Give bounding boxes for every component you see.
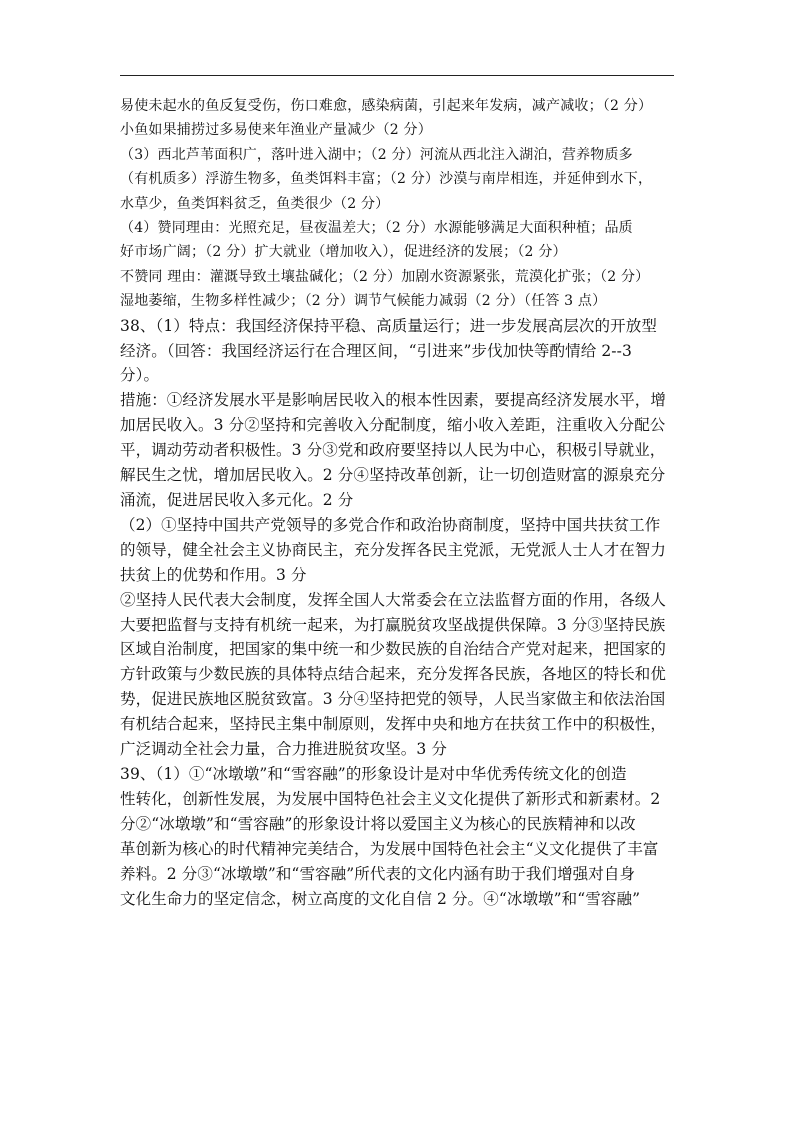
text-line: 养料。2 分③“冰墩墩”和“雪容融”所代表的文化内涵有助于我们增强对自身 <box>120 864 636 883</box>
text-line: 涌流，促进居民收入多元化。2 分 <box>120 491 354 509</box>
text-line: （4）赞同理由：光照充足，昼夜温差大；（2 分）水源能够满足大面积种植；品质 <box>120 220 633 237</box>
text-line: 平，调动劳动者积极性。3 分③党和政府要坚持以人民为中心，积极引导就业， <box>120 441 666 460</box>
text-line: 解民生之忧，增加居民收入。2 分④坚持改革创新，让一切创造财富的源泉充分 <box>120 466 666 485</box>
text-line: 区域自治制度，把国家的集中统一和少数民族的自治结合产党对起来，把国家的 <box>120 640 667 659</box>
answer-text-block <box>120 94 674 911</box>
text-line: 大要把监督与支持有机统一起来，为打赢脱贫攻坚战提供保障。3 分③坚持民族 <box>120 615 666 634</box>
text-line: 水草少，鱼类饵料贫乏，鱼类很少（2 分） <box>120 195 390 212</box>
text-line: 易使未起水的鱼反复受伤，伤口难愈，感染病菌，引起来年发病，减产减收；（2 分） <box>120 98 653 114</box>
text-line: 性转化，创新性发展，为发展中国特色社会主义文化提供了新形式和新素材。2 <box>120 789 661 808</box>
text-line: 经济。（回答：我国经济运行在合理区间，“引进来”步伐加快等酌情给 2--3 <box>120 341 632 360</box>
text-line: 分）。 <box>120 366 160 385</box>
text-line: 扶贫上的优势和作用。3 分 <box>120 565 307 584</box>
text-line: 势，促进民族地区脱贫致富。3 分④坚持把党的领导，人民当家做主和依法治国 <box>120 690 666 709</box>
text-line: （2）①坚持中国共产党领导的多党合作和政治协商制度，坚持中国共扶贫工作 <box>120 515 661 534</box>
text-line: ②坚持人民代表大会制度，发挥全国人大常委会在立法监督方面的作用，各级人 <box>120 590 667 609</box>
text-line: （3）西北芦苇面积广，落叶进入湖中；（2 分）河流从西北注入湖泊，营养物质多 <box>120 146 633 163</box>
text-line: 分②“冰墩墩”和“雪容融”的形象设计将以爱国主义为核心的民族精神和以改 <box>120 814 636 833</box>
text-line: 方针政策与少数民族的具体特点结合起来，充分发挥各民族，各地区的特长和优 <box>120 665 667 684</box>
text-line: 小鱼如果捕捞过多易使来年渔业产量减少（2 分） <box>120 122 432 139</box>
text-line: 广泛调动全社会力量，合力推进脱贫攻坚。3 分 <box>120 740 447 759</box>
header-rule <box>120 75 674 76</box>
text-line: （有机质多）浮游生物多，鱼类饵料丰富；（2 分）沙漠与南岸相连，并延伸到水下， <box>120 171 653 188</box>
text-line: 不赞同 理由：灌溉导致土壤盐碱化；（2 分）加剧水资源紧张，荒漠化扩张；（2 分） <box>120 268 650 285</box>
text-line: 有机结合起来，坚持民主集中制原则，发挥中央和地方在扶贫工作中的积极性， <box>120 715 667 734</box>
text-line: 加居民收入。3 分②坚持和完善收入分配制度，缩小收入差距，注重收入分配公 <box>120 416 666 435</box>
text-line: 革创新为核心的时代精神完美结合，为发展中国特色社会主“义文化提供了丰富 <box>120 839 659 858</box>
text-line: 的领导，健全社会主义协商民主，充分发挥各民主党派，无党派人士人才在智力 <box>120 540 667 559</box>
text-line: 38、（1）特点：我国经济保持平稳、高质量运行；进一步发展高层次的开放型 <box>120 316 657 335</box>
text-line: 湿地萎缩，生物多样性减少；（2 分）调节气候能力减弱（2 分）（任答 3 点） <box>120 293 607 310</box>
text-line: 措施：①经济发展水平是影响居民收入的根本性因素，要提高经济发展水平，增 <box>120 391 667 410</box>
text-line: 文化生命力的坚定信念，树立高度的文化自信 2 分。④“冰墩墩”和“雪容融” <box>120 889 641 908</box>
text-line: 39、（1）①“冰墩墩”和“雪容融”的形象设计是对中华优秀传统文化的创造 <box>120 764 627 783</box>
text-line: 好市场广阔；（2 分）扩大就业（增加收入），促进经济的发展；（2 分） <box>120 244 567 261</box>
